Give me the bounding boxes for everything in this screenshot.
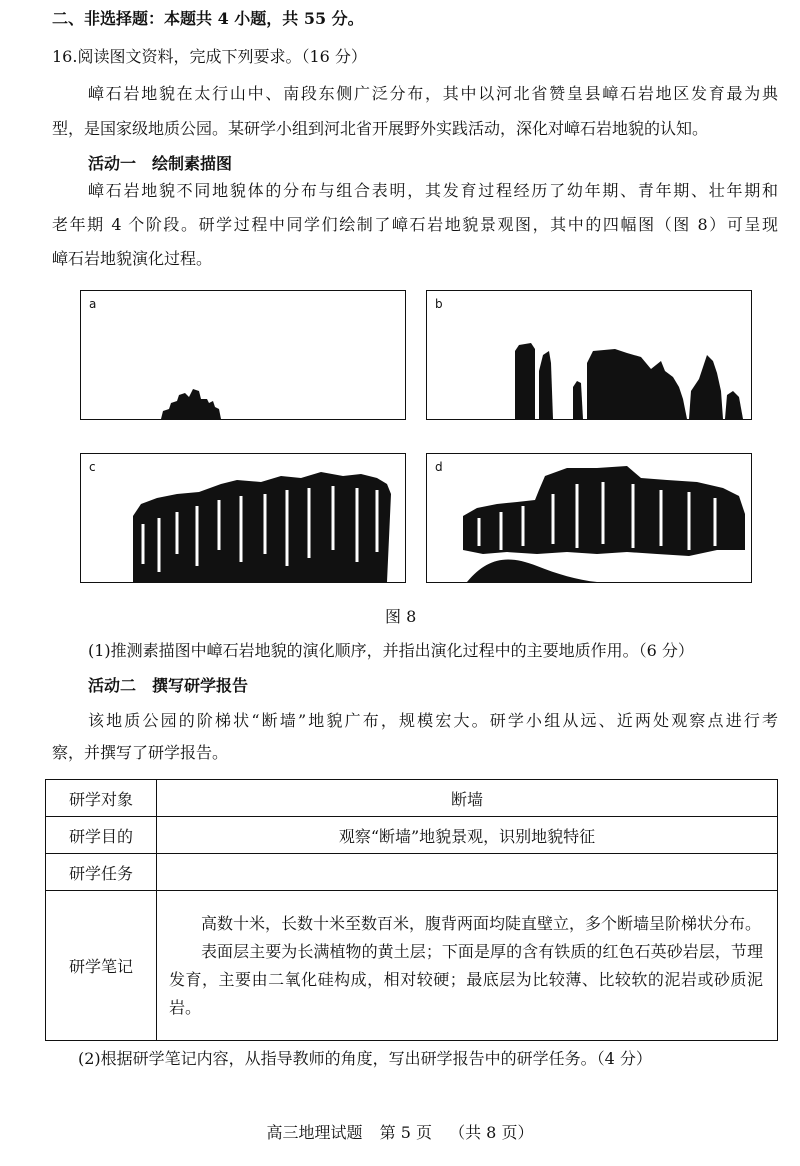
note-paragraph-2: 表面层主要为长满植物的黄土层；下面是厚的含有铁质的红色石英砂岩层，节理发育，主要由二氧化硅构成，相对较硬；最底层为比较薄、比较软的泥岩或砂质泥岩。 <box>169 941 763 1017</box>
activity1-line-1: 嶂石岩地貌不同地貌体的分布与组合表明，其发育过程经历了幼年期、青年期、壮年期和 <box>88 181 778 200</box>
research-report-table <box>45 779 778 1041</box>
activity2-title: 活动二 撰写研学报告 <box>88 676 249 695</box>
table-row <box>46 854 778 891</box>
sketch-d-illustration <box>427 454 751 582</box>
footer-subject: 高三地理试题 <box>266 1123 363 1142</box>
activity1-title: 活动一 绘制素描图 <box>88 154 233 173</box>
figure-panel-a <box>80 290 406 420</box>
figure-panel-c <box>80 453 406 583</box>
row-value-purpose: 观察“断墙”地貌景观，识别地貌特征 <box>157 817 778 854</box>
panel-label-c: c <box>89 460 96 474</box>
activity2-line-1: 该地质公园的阶梯状“断墙”地貌广布，规模宏大。研学小组从远、近两处观察点进行考 <box>88 711 778 730</box>
footer-total: （共 8 页） <box>449 1123 534 1142</box>
activity1-line-3: 嶂石岩地貌演化过程。 <box>52 249 213 268</box>
panel-label-d: d <box>435 460 443 474</box>
intro-line-1: 嶂石岩地貌在太行山中、南段东侧广泛分布，其中以河北省赞皇县嶂石岩地区发育最为典 <box>88 84 778 103</box>
panel-label-a: a <box>89 297 97 311</box>
figure-panel-d <box>426 453 752 583</box>
table-row <box>46 817 778 854</box>
section-title: 二、非选择题：本题共 4 小题，共 55 分。 <box>52 9 364 28</box>
row-value-notes <box>157 891 778 1041</box>
figure-caption: 图 8 <box>385 607 417 626</box>
page-footer <box>0 1120 800 1143</box>
question-1: (1)推测素描图中嶂石岩地貌的演化顺序，并指出演化过程中的主要地质作用。（6 分） <box>88 641 694 660</box>
question-2: (2)根据研学笔记内容，从指导教师的角度，写出研学报告中的研学任务。（4 分） <box>78 1049 652 1068</box>
sketch-b-illustration <box>427 291 751 419</box>
intro-line-2: 型，是国家级地质公园。某研学小组到河北省开展野外实践活动，深化对嶂石岩地貌的认知。 <box>52 119 709 138</box>
note-paragraph-1: 高数十米，长数十米至数百米，腹背两面均陡直壁立，多个断墙呈阶梯状分布。 <box>201 913 762 933</box>
question-header: 16.阅读图文资料，完成下列要求。（16 分） <box>52 47 367 66</box>
footer-page: 第 5 页 <box>379 1123 432 1142</box>
row-label-purpose: 研学目的 <box>46 817 157 854</box>
row-value-object: 断墙 <box>157 780 778 817</box>
sketch-c-illustration <box>81 454 405 582</box>
row-label-task: 研学任务 <box>46 854 157 891</box>
row-label-object: 研学对象 <box>46 780 157 817</box>
panel-label-b: b <box>435 297 443 311</box>
activity2-line-2: 察，并撰写了研学报告。 <box>52 743 229 762</box>
activity1-line-2: 老年期 4 个阶段。研学过程中同学们绘制了嶂石岩地貌景观图，其中的四幅图（图 8）可呈现 <box>52 215 778 234</box>
sketch-a-illustration <box>81 291 405 419</box>
table-row <box>46 891 778 1041</box>
row-value-task <box>157 854 778 891</box>
table-row <box>46 780 778 817</box>
row-label-notes: 研学笔记 <box>46 891 157 1041</box>
figure-panel-b <box>426 290 752 420</box>
